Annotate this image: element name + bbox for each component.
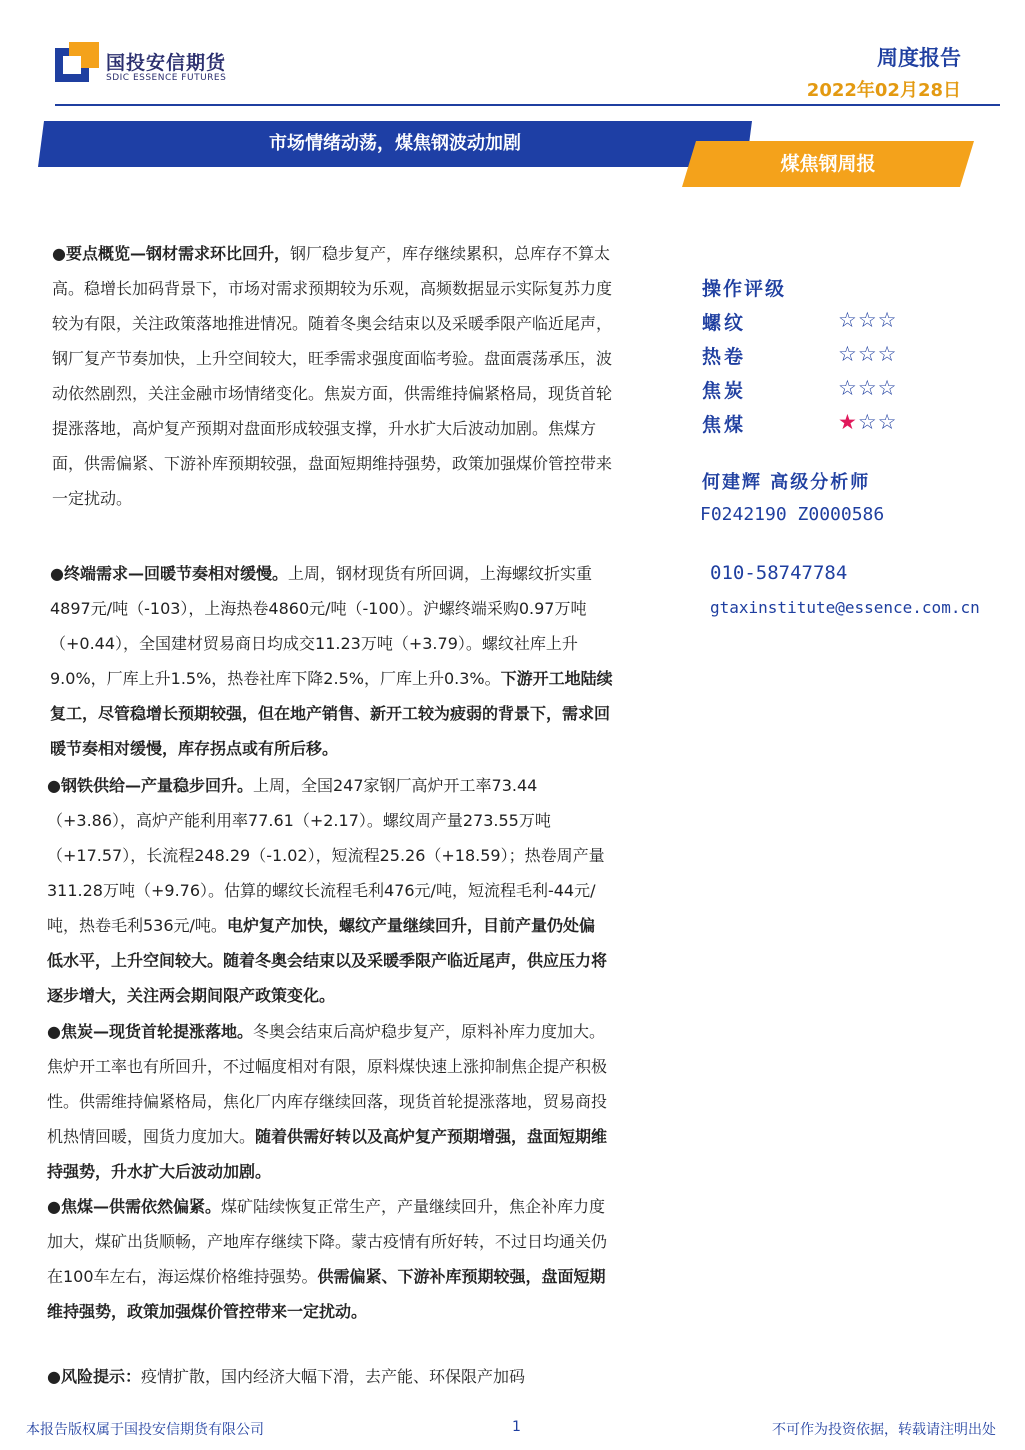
rating-stars-rebar [838, 308, 897, 332]
analyst-license: F0242190 Z0000586 [700, 504, 885, 525]
overview-heading: ●要点概览—钢材需求环比回升， [52, 244, 290, 263]
page-number: 1 [512, 1419, 521, 1435]
rating-name-coke: 焦炭 [702, 380, 747, 402]
company-logo-icon [55, 42, 99, 84]
analyst-phone: 010-58747784 [710, 562, 848, 584]
star-outline-icon: ☆ [857, 376, 878, 400]
rating-name-rebar: 螺纹 [702, 312, 747, 334]
risk-heading: ●风险提示： [47, 1367, 141, 1386]
rating-stars-hrc [838, 342, 897, 366]
demand-body: 上周，钢材现货有所回调，上海螺纹折实重4897元/吨（-103），上海热卷4860元/吨（-100）。沪螺终端采购0.97万吨（+0.44），全国建材贸易商日均成交11.23万吨（+3.79）。螺纹社库上升9.0%，厂库上升1.5%，热卷社库下降2.5%，厂库上升0.3%。 [50, 564, 592, 688]
supply-heading: ●钢铁供给—产量稳步回升。 [47, 776, 253, 795]
analyst-email[interactable]: gtaxinstitute@essence.com.cn [710, 598, 980, 617]
report-type: 周度报告 [877, 46, 961, 70]
overview-paragraph [52, 236, 612, 516]
analyst-name: 何建辉 高级分析师 [702, 472, 871, 493]
logo-name-en: SDIC ESSENCE FUTURES [106, 73, 227, 83]
logo-name-cn: 国投安信期货 [106, 52, 227, 74]
footer-disclaimer: 不可作为投资依据，转载请注明出处 [772, 1422, 996, 1438]
demand-paragraph [50, 556, 613, 766]
risk-paragraph [47, 1359, 610, 1394]
overview-body: 钢厂稳步复产，库存继续累积，总库存不算太高。稳增长加码背景下，市场对需求预期较为乐观，高频数据显示实际复苏力度较为有限，关注政策落地推进情况。随着冬奥会结束以及采暖季限产临近尾声，钢厂复产节奏加快，上升空间较大，旺季需求强度面临考验。盘面震荡承压，波动依然剧烈，关注金融市场情绪变化。焦炭方面，供需维持偏紧格局，现货首轮提涨落地，高炉复产预期对盘面形成较强支撑，升水扩大后波动加剧。焦煤方面，供需偏紧、下游补库预期较强，盘面短期维持强势，政策加强煤价管控带来一定扰动。 [52, 244, 613, 508]
rating-name-coking-coal: 焦煤 [702, 414, 747, 436]
coke-heading: ●焦炭—现货首轮提涨落地。 [47, 1022, 253, 1041]
supply-paragraph [47, 768, 610, 1013]
footer-copyright: 本报告版权属于国投安信期货有限公司 [26, 1422, 264, 1438]
star-outline-icon: ☆ [857, 342, 878, 366]
risk-body: 疫情扩散，国内经济大幅下滑，去产能、环保限产加码 [140, 1367, 525, 1386]
star-outline-icon: ☆ [838, 342, 858, 366]
coke-paragraph [47, 1014, 610, 1189]
demand-heading: ●终端需求—回暖节奏相对缓慢。 [50, 564, 288, 583]
report-date: 2022年02月28日 [806, 80, 961, 101]
coke-conclusion: 随着供需好转以及高炉复产预期增强，盘面短期维持强势，升水扩大后波动加剧。 [47, 1127, 608, 1181]
rating-stars-coking-coal [838, 410, 897, 434]
star-outline-icon: ☆ [838, 308, 858, 332]
report-title: 市场情绪动荡，煤焦钢波动加剧 [269, 133, 521, 154]
star-outline-icon: ☆ [857, 308, 878, 332]
supply-conclusion: 电炉复产加快，螺纹产量继续回升，目前产量仍处偏低水平，上升空间较大。随着冬奥会结束以及采暖季限产临近尾声，供应压力将逐步增大，关注两会期间限产政策变化。 [47, 916, 608, 1005]
rating-stars-coke [838, 376, 897, 400]
rating-name-hrc: 热卷 [702, 346, 747, 368]
star-outline-icon: ☆ [877, 342, 898, 366]
star-filled-icon: ★ [838, 410, 858, 434]
header-divider [55, 104, 1000, 106]
coking-coal-heading: ●焦煤—供需依然偏紧。 [47, 1197, 221, 1216]
star-outline-icon: ☆ [838, 376, 858, 400]
coking-coal-conclusion: 供需偏紧、下游补库预期较强，盘面短期维持强势，政策加强煤价管控带来一定扰动。 [47, 1267, 606, 1321]
coking-coal-paragraph [47, 1189, 610, 1329]
star-outline-icon: ☆ [877, 376, 898, 400]
coke-body: 冬奥会结束后高炉稳步复产，原料补库力度加大。焦炉开工率也有所回升，不过幅度相对有限，原料煤快速上涨抑制焦企提产积极性。供需维持偏紧格局，焦化厂内库存继续回落，现货首轮提涨落地，贸易商投机热情回暖，囤货力度加大。 [47, 1022, 608, 1146]
rating-title: 操作评级 [702, 278, 787, 300]
coking-coal-body: 煤矿陆续恢复正常生产，产量继续回升，焦企补库力度加大，煤矿出货顺畅，产地库存继续下降。蒙古疫情有所好转，不过日均通关仍在100车左右，海运煤价格维持强势。 [47, 1197, 608, 1286]
report-subtitle: 煤焦钢周报 [780, 153, 876, 175]
star-outline-icon: ☆ [857, 410, 878, 434]
supply-body: 上周，全国247家钢厂高炉开工率73.44（+3.86），高炉产能利用率77.61（+2.17）。螺纹周产量273.55万吨（+17.57），长流程248.29（-1.02），短流程25.26（+18.59）；热卷周产量311.28万吨（+9.76）。估算的螺纹长流程毛利476元/吨，短流程毛利-44元/吨，热卷毛利536元/吨。 [47, 776, 605, 935]
demand-conclusion: 下游开工地陆续复工，尽管稳增长预期较强，但在地产销售、新开工较为疲弱的背景下，需求回暖节奏相对缓慢，库存拐点或有所后移。 [50, 669, 613, 758]
star-outline-icon: ☆ [877, 308, 898, 332]
star-outline-icon: ☆ [877, 410, 898, 434]
